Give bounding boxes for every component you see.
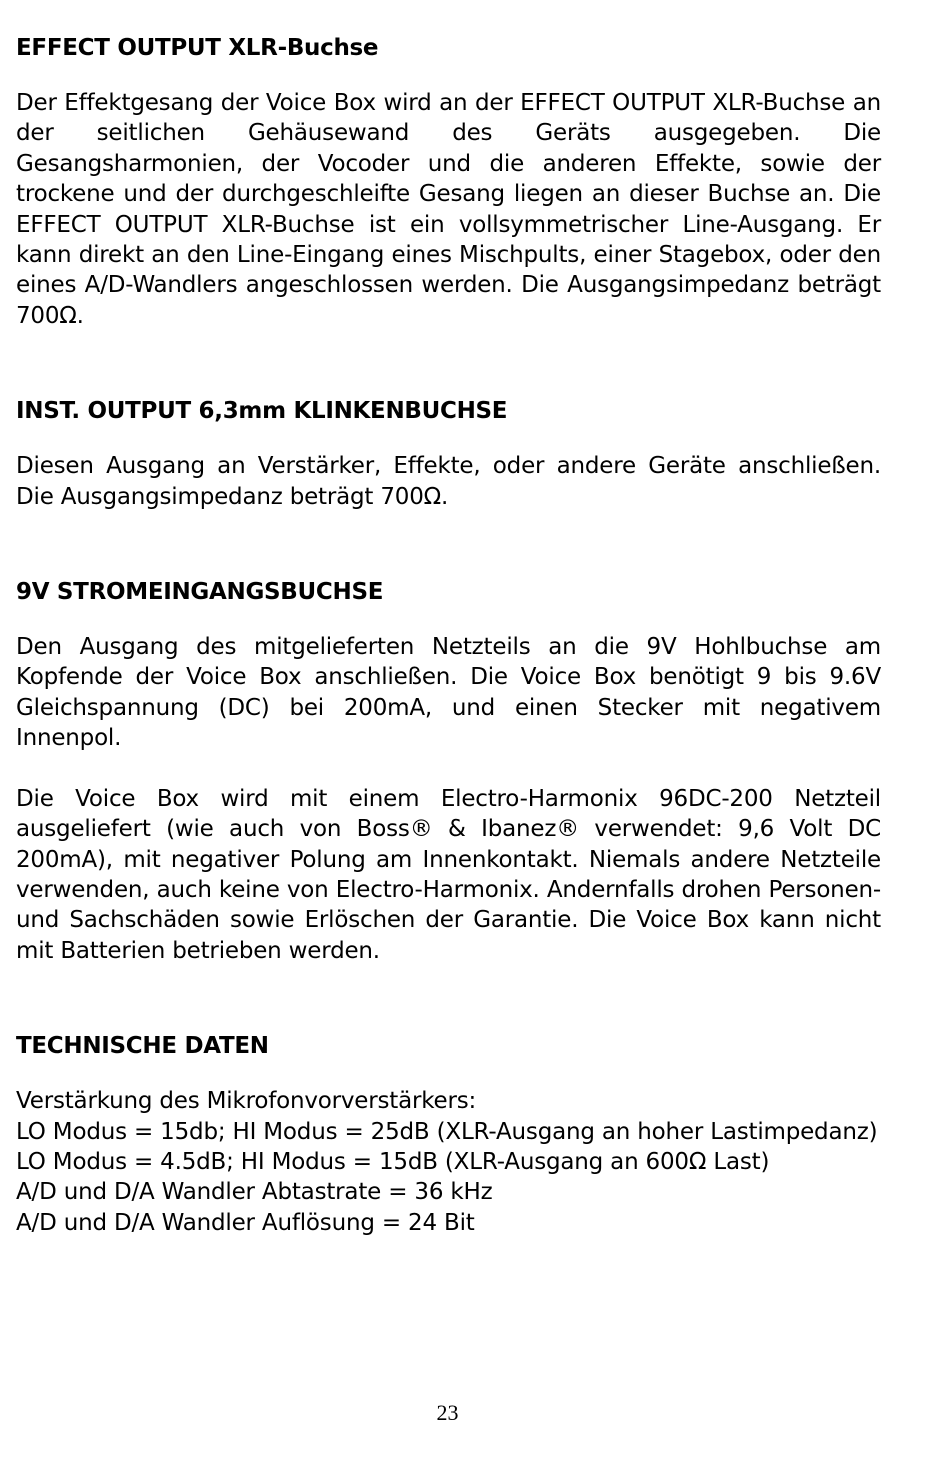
section-heading: EFFECT OUTPUT XLR-Buchse [16, 35, 379, 61]
paragraph: Diesen Ausgang an Verstärker, Effekte, oder andere Geräte anschließen. Die Ausgangsimpedanz beträgt 700Ω. [16, 453, 881, 510]
spec-line: LO Modus = 4.5dB; HI Modus = 15dB (XLR-Ausgang an 600Ω Last) [16, 1148, 770, 1175]
section-inst-output [16, 391, 881, 512]
paragraph: Die Voice Box wird mit einem Electro-Harmonix 96DC-200 Netzteil ausgeliefert (wie auch von Boss® & Ibanez® verwendet: 9,6 Volt DC 200mA), mit negativer Polung am Innenkontakt. Niemals andere Netzteile verwenden, auch keine von Electro-Harmonix. Andernfalls drohen Personen- und Sachschäden sowie Erlöschen der Garantie. Die Voice Box kann nicht mit Batterien betrieben werden. [16, 785, 881, 964]
section-power-input [16, 572, 881, 966]
spec-line: A/D und D/A Wandler Abtastrate = 36 kHz [16, 1179, 493, 1206]
section-effect-output [16, 28, 881, 331]
section-heading: TECHNISCHE DATEN [16, 1033, 269, 1060]
section-heading: 9V STROMEINGANGSBUCHSE [16, 579, 384, 606]
page-number: 23 [436, 1400, 459, 1425]
section-technical-data [16, 1026, 881, 1238]
section-heading: INST. OUTPUT 6,3mm KLINKENBUCHSE [16, 398, 508, 425]
spec-line: Verstärkung des Mikrofonvorverstärkers: [16, 1088, 477, 1115]
paragraph: Den Ausgang des mitgelieferten Netzteils an die 9V Hohlbuchse am Kopfende der Voice Box anschließen. Die Voice Box benötigt 9 bis 9.6V Gleichspannung (DC) bei 200mA, und einen Stecker mit negativem Innenpol. [16, 634, 881, 752]
document-page [16, 28, 881, 1238]
spec-line: A/D und D/A Wandler Auflösung = 24 Bit [16, 1209, 475, 1236]
spec-line: LO Modus = 15db; HI Modus = 25dB (XLR-Ausgang an hoher Lastimpedanz) [16, 1118, 878, 1145]
paragraph: Der Effektgesang der Voice Box wird an der EFFECT OUTPUT XLR-Buchse an der seitlichen Gehäusewand des Geräts ausgegeben. Die Gesangsharmonien, der Vocoder und die anderen Effekte, sowie der trockene und der durchgeschleifte Gesang liegen an dieser Buchse an. Die EFFECT OUTPUT XLR-Buchse ist ein vollsymmetrischer Line-Ausgang. Er kann direkt an den Line-Eingang eines Mischpults, einer Stagebox, oder den eines A/D-Wandlers angeschlossen werden. Die Ausgangsimpedanz beträgt 700Ω. [16, 90, 881, 329]
